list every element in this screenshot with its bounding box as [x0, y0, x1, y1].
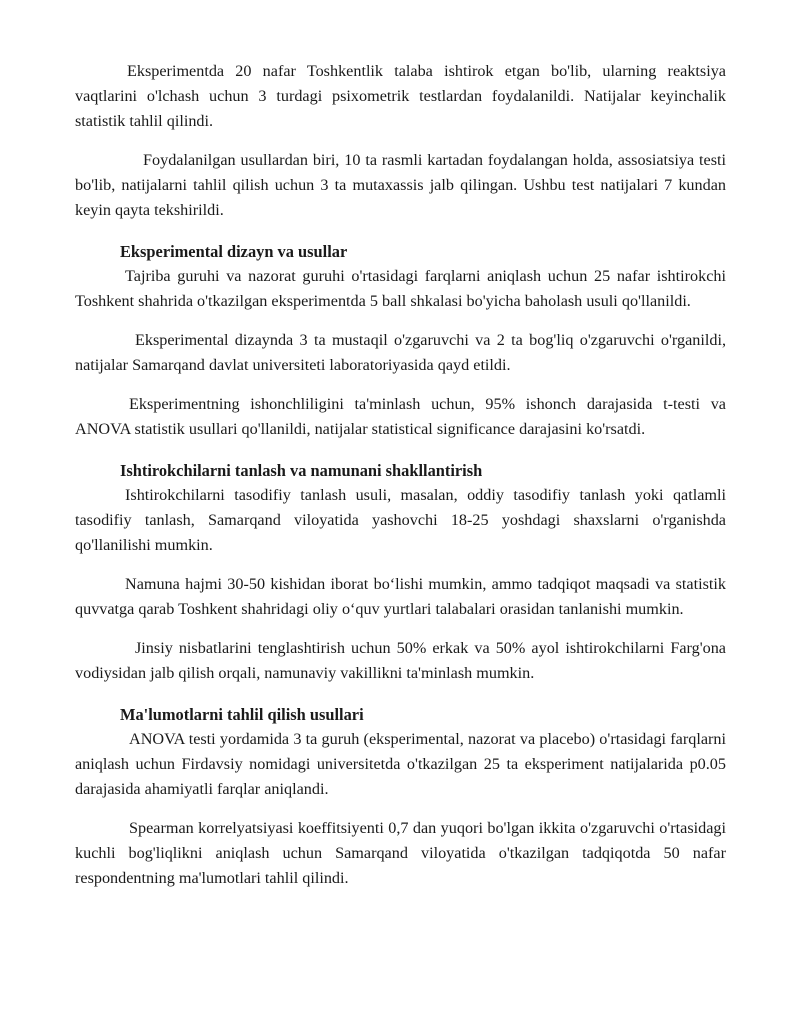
- paragraph-design-3: Eksperimentning ishonchliligini ta'minlash uchun, 95% ishonch darajasida t-testi va ANOVA statistik usullari qo'llanildi, natijalar statistical significance darajasini ko'rsatdi.: [75, 395, 726, 438]
- paragraph-intro-1: Eksperimentda 20 nafar Toshkentlik talaba ishtirok etgan bo'lib, ularning reaktsiya vaqtlarini o'lchash uchun 3 turdagi psixometrik testlardan foydalanildi. Natijalar keyinchalik statistik tahlil qilindi.: [75, 62, 726, 130]
- paragraph-design-2: Eksperimental dizaynda 3 ta mustaqil o'zgaruvchi va 2 ta bog'liq o'zgaruvchi o'rganildi, natijalar Samarqand davlat universiteti laboratoriyasida qayd etildi.: [75, 331, 726, 374]
- paragraph-design-1: Tajriba guruhi va nazorat guruhi o'rtasidagi farqlarni aniqlash uchun 25 nafar ishtirokchi Toshkent shahrida o'tkazilgan eksperimentda 5 ball shkalasi bo'yicha baholash usuli qo'llanildi.: [75, 267, 726, 310]
- paragraph-selection-2: Namuna hajmi 30-50 kishidan iborat bo‘lishi mumkin, ammo tadqiqot maqsadi va statistik quvvatga qarab Toshkent shahridagi oliy o‘quv yurtlari talabalari orasidan tanlanishi mumkin.: [75, 575, 726, 618]
- document-page: [75, 59, 726, 891]
- section-heading-experimental-design: Eksperimental dizayn va usullar: [120, 242, 348, 261]
- paragraph-selection-3: Jinsiy nisbatlarini tenglashtirish uchun 50% erkak va 50% ayol ishtirokchilarni Farg'ona vodiysidan jalb qilish orqali, namunaviy vakillikni ta'minlash mumkin.: [75, 639, 726, 682]
- paragraph-analysis-2: Spearman korrelyatsiyasi koeffitsiyenti 0,7 dan yuqori bo'lgan ikkita o'zgaruvchi o'rtasidagi kuchli bog'liqlikni aniqlash uchun Samarqand viloyatida o'tkazilgan tadqiqotda 50 nafar respondentning ma'lumotlari tahlil qilindi.: [75, 819, 726, 887]
- paragraph-selection-1: Ishtirokchilarni tasodifiy tanlash usuli, masalan, oddiy tasodifiy tanlash yoki qatlamli tasodifiy tanlash, Samarqand viloyatida yashovchi 18-25 yoshdagi shaxslarni o'rganishda qo'llanilishi mumkin.: [75, 486, 726, 554]
- section-heading-participant-selection: Ishtirokchilarni tanlash va namunani shakllantirish: [120, 461, 483, 480]
- paragraph-intro-2: Foydalanilgan usullardan biri, 10 ta rasmli kartadan foydalangan holda, assosiatsiya testi bo'lib, natijalarni tahlil qilish uchun 3 ta mutaxassis jalb qilingan. Ushbu test natijalari 7 kundan keyin qayta tekshirildi.: [75, 151, 726, 219]
- paragraph-analysis-1: ANOVA testi yordamida 3 ta guruh (eksperimental, nazorat va placebo) o'rtasidagi farqlarni aniqlash uchun Firdavsiy nomidagi universitetda o'tkazilgan 25 ta eksperiment natijalarida p0.05 darajasida ahamiyatli farqlar aniqlandi.: [75, 730, 726, 798]
- section-heading-data-analysis: Ma'lumotlarni tahlil qilish usullari: [120, 705, 364, 724]
